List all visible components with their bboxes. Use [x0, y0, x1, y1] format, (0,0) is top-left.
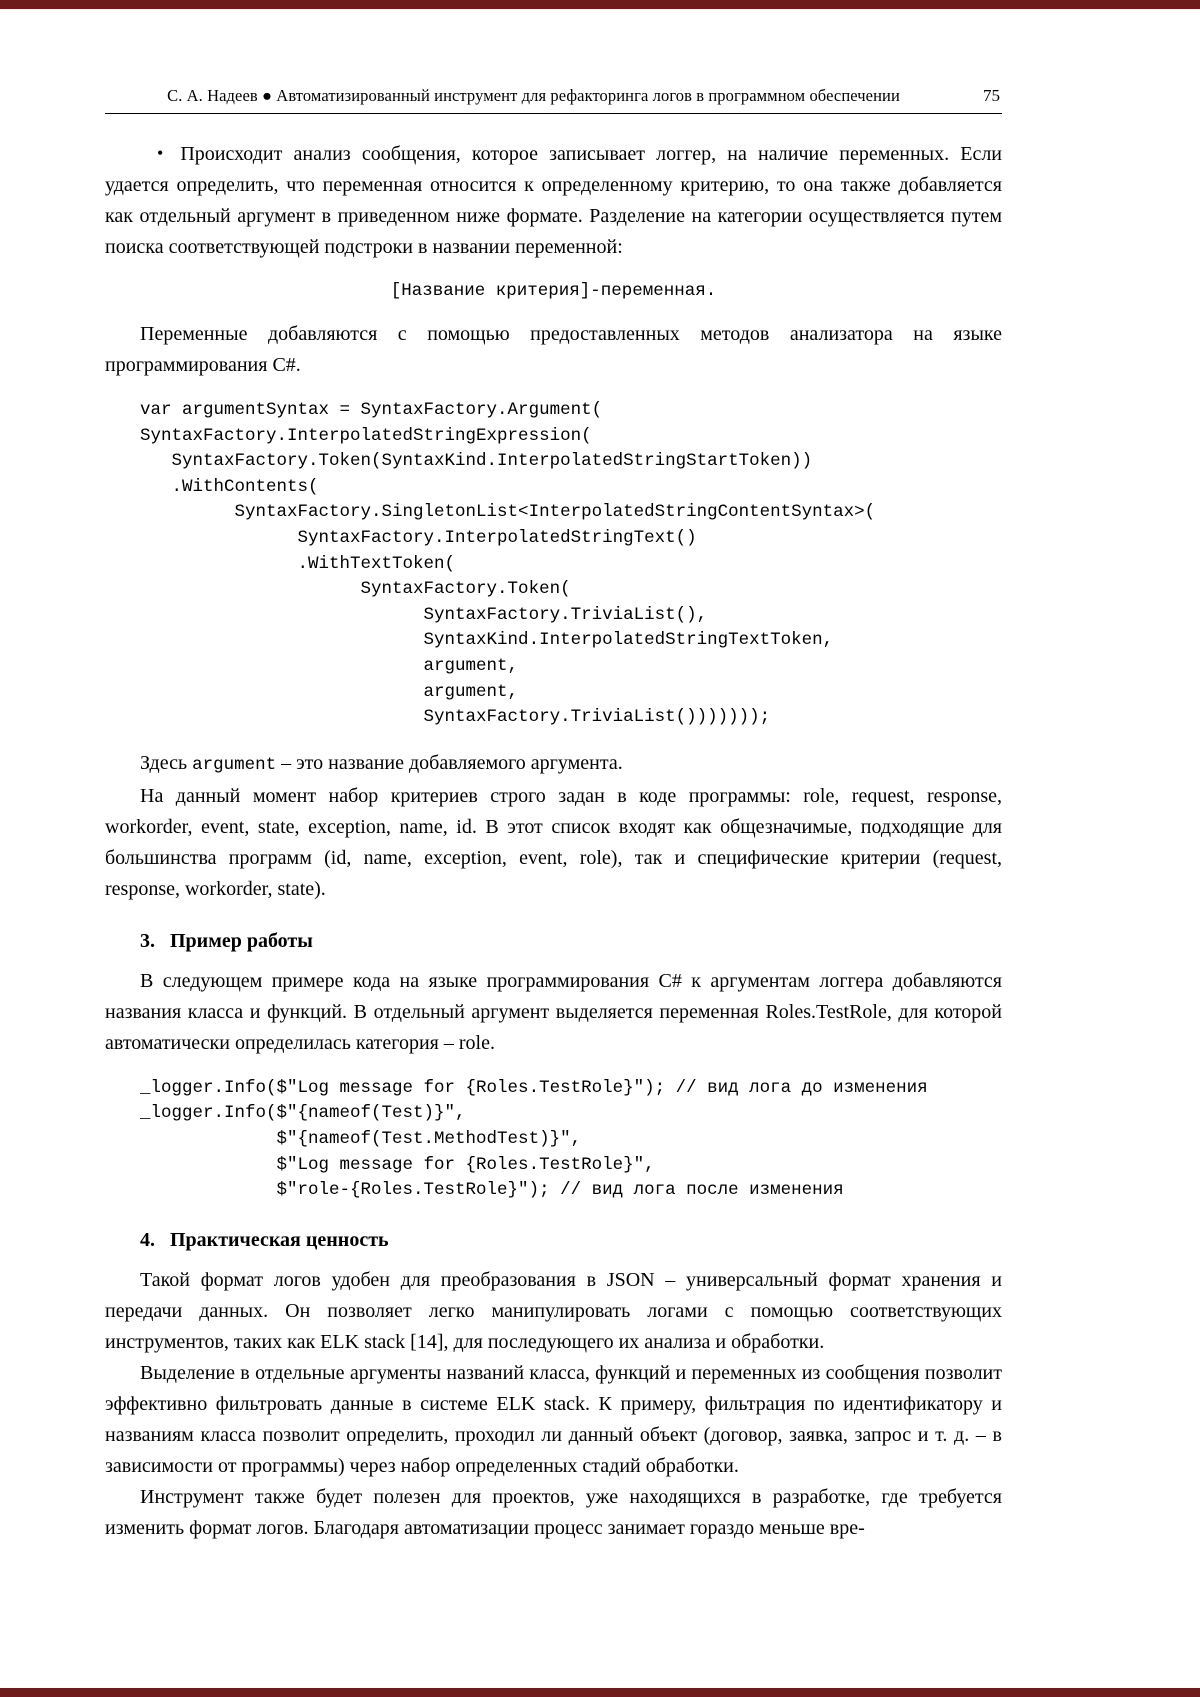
- section-title: Пример работы: [170, 929, 313, 952]
- body-paragraph-json: Такой формат логов удобен для преобразования в JSON – универсальный формат хранения и передачи данных. Он позволяет легко манипулировать логами с помощью соответствующих инструментов, таких как ELK stack [14], для последующего их анализа и обработки.: [105, 1268, 1002, 1353]
- section-heading-4: [105, 1225, 1002, 1256]
- code-block-syntaxfactory: var argumentSyntax = SyntaxFactory.Argument( SyntaxFactory.InterpolatedStringExpression( SyntaxFactory.Token(SyntaxKind.InterpolatedStringStartToken)) .WithContents( SyntaxFactory.SingletonList<InterpolatedStringContentSyntax>( SyntaxFactory.InterpolatedStringText() .WithTextToken( SyntaxFactory.Token( SyntaxFactory.TriviaList(), SyntaxKind.InterpolatedStringTextToken, argument, argument, SyntaxFactory.TriviaList()))))));: [140, 400, 876, 728]
- body-paragraph-example: В следующем примере кода на языке программирования C# к аргументам логгера добавляются названия класса и функций. В отдельный аргумент выделяется переменная Roles.TestRole, для которой автоматически определилась категория – role.: [105, 969, 1002, 1054]
- bullet-marker: •: [157, 143, 164, 163]
- section-number: 3.: [140, 929, 155, 952]
- paragraph-text: – это название добавляемого аргумента.: [276, 751, 623, 774]
- body-paragraph-elk: Выделение в отдельные аргументы названий класса, функций и переменных из сообщения позволит эффективно фильтровать данные в системе ELK stack. К примеру, фильтрация по идентификатору и названиям класса позволит определить, проходил ли данный объект (договор, заявка, запрос и т. д. – в зависимости от программы) через набор определенных стадий обработки.: [105, 1361, 1002, 1477]
- running-header: [105, 86, 1002, 114]
- running-title: С. А. Надеев ● Автоматизированный инструмент для рефакторинга логов в программном обеспечении: [167, 86, 900, 105]
- paragraph-text: Происходит анализ сообщения, которое записывает логгер, на наличие переменных. Если удается определить, что переменная относится к определенному критерию, то она также добавляется как отдельный аргумент в приведенном ниже формате. Разделение на категории осуществляется путем поиска соответствующей подстроки в названии переменной:: [105, 143, 1002, 258]
- section-number: 4.: [140, 1228, 155, 1251]
- body-paragraph-bullet: [105, 138, 1002, 263]
- body-paragraph-here: [105, 748, 1002, 781]
- scan-edge-bottom: [0, 1688, 1200, 1697]
- body-paragraph-methods: Переменные добавляются с помощью предоставленных методов анализатора на языке программирования C#.: [105, 323, 1002, 376]
- body-paragraph-criteria: На данный момент набор критериев строго задан в коде программы: role, request, response, workorder, event, state, exception, name, id. В этот список входят как общезначимые, подходящие для большинства программ (id, name, exception, event, role), так и специфические критерии (request, response, workorder, state).: [105, 784, 1002, 900]
- section-title: Практическая ценность: [170, 1228, 389, 1251]
- scan-edge-top: [0, 0, 1200, 9]
- page-number: 75: [983, 86, 1000, 105]
- formula-line: [Название критерия]-переменная.: [390, 281, 717, 301]
- page-body: [105, 138, 1002, 1544]
- section-heading-3: [105, 926, 1002, 957]
- inline-code-argument: argument: [192, 754, 277, 775]
- body-paragraph-tool: Инструмент также будет полезен для проектов, уже находящихся в разработке, где требуется изменить формат логов. Благодаря автоматизации процесс занимает гораздо меньше вре-: [105, 1485, 1002, 1539]
- paragraph-text: Здесь: [140, 751, 193, 774]
- code-block-logger: _logger.Info($"Log message for {Roles.TestRole}"); // вид лога до изменения _logger.Info($"{nameof(Test)}", $"{nameof(Test.MethodTest)}", $"Log message for {Roles.TestRole}", $"role-{Roles.TestRole}"); // вид лога после изменения: [140, 1077, 928, 1201]
